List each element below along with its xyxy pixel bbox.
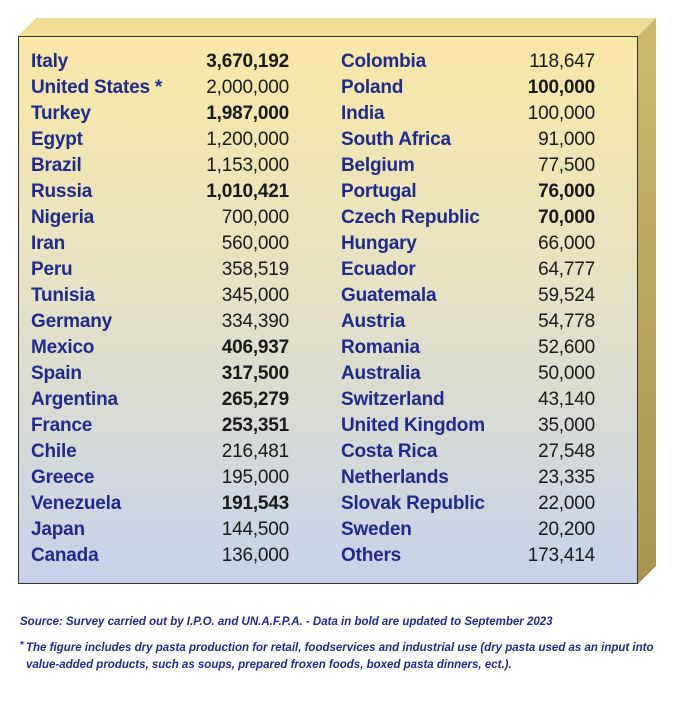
country-name: United Kingdom — [341, 415, 485, 436]
production-value: 20,200 — [538, 519, 595, 540]
country-name: United States * — [31, 77, 163, 98]
table-row — [31, 231, 289, 257]
country-name: Costa Rica — [341, 441, 438, 462]
production-value: 1,010,421 — [206, 181, 289, 202]
production-value: 118,647 — [529, 51, 595, 72]
table-row — [341, 543, 595, 569]
left-column — [31, 49, 289, 569]
production-value: 43,140 — [538, 389, 595, 410]
country-name: Nigeria — [31, 207, 95, 228]
country-name: Colombia — [341, 51, 426, 72]
production-value: 560,000 — [221, 233, 289, 254]
production-value: 191,543 — [221, 493, 289, 514]
table-row — [341, 361, 595, 387]
production-value: 64,777 — [538, 259, 595, 280]
production-value: 35,000 — [538, 415, 595, 436]
country-name: Mexico — [31, 337, 95, 358]
production-value: 144,500 — [221, 519, 289, 540]
table-row — [341, 49, 595, 75]
production-value: 100,000 — [527, 103, 595, 124]
table-row — [31, 361, 289, 387]
production-value: 700,000 — [221, 207, 289, 228]
footnote-text: The figure includes dry pasta production for retail, foodservices and industrial use (dry pasta used as an input into value-added products, such as soups, prepared froxen foods, boxed pasta dinners, ect.). — [26, 642, 654, 671]
production-value: 2,000,000 — [206, 77, 289, 98]
country-name: Sweden — [341, 519, 412, 540]
country-name: Others — [341, 545, 402, 566]
production-value: 406,937 — [221, 337, 289, 358]
country-name: Ecuador — [341, 259, 416, 280]
table-row — [341, 101, 595, 127]
country-name: Egypt — [31, 129, 83, 150]
box-right-bevel — [638, 18, 656, 584]
table-row — [341, 179, 595, 205]
production-value: 358,519 — [221, 259, 289, 280]
country-name: Brazil — [31, 155, 82, 176]
right-column — [341, 49, 595, 569]
country-name: Russia — [31, 181, 93, 202]
pasta-production-table-box — [18, 18, 656, 584]
table-row — [31, 257, 289, 283]
production-value: 59,524 — [538, 285, 595, 306]
table-row — [31, 127, 289, 153]
production-value: 334,390 — [221, 311, 289, 332]
country-name: Romania — [341, 337, 420, 358]
table-row — [31, 179, 289, 205]
country-name: Slovak Republic — [341, 493, 485, 514]
country-name: Chile — [31, 441, 77, 462]
production-value: 66,000 — [538, 233, 595, 254]
table-row — [31, 101, 289, 127]
table-row — [31, 387, 289, 413]
country-name: Turkey — [31, 103, 91, 124]
production-value: 195,000 — [221, 467, 289, 488]
table-row — [341, 517, 595, 543]
table-row — [341, 283, 595, 309]
table-row — [31, 49, 289, 75]
production-value: 265,279 — [221, 389, 289, 410]
production-value: 317,500 — [221, 363, 289, 384]
table-row — [341, 465, 595, 491]
table-panel — [18, 36, 638, 584]
production-value: 91,000 — [538, 129, 595, 150]
country-name: India — [341, 103, 385, 124]
production-value: 173,414 — [527, 545, 595, 566]
country-name: Guatemala — [341, 285, 437, 306]
table-row — [341, 231, 595, 257]
table-row — [31, 75, 289, 101]
production-value: 253,351 — [221, 415, 289, 436]
production-value: 3,670,192 — [206, 51, 289, 72]
table-row — [341, 205, 595, 231]
country-name: Germany — [31, 311, 112, 332]
production-value: 1,153,000 — [206, 155, 289, 176]
country-name: Greece — [31, 467, 95, 488]
country-name: Argentina — [31, 389, 118, 410]
country-name: Poland — [341, 77, 404, 98]
country-name: Australia — [341, 363, 421, 384]
table-row — [31, 205, 289, 231]
production-value: 1,200,000 — [206, 129, 289, 150]
country-name: Canada — [31, 545, 99, 566]
country-name: Iran — [31, 233, 66, 254]
production-value: 345,000 — [221, 285, 289, 306]
production-value: 100,000 — [527, 77, 595, 98]
production-value: 76,000 — [538, 181, 595, 202]
table-row — [31, 543, 289, 569]
production-value: 23,335 — [538, 467, 595, 488]
table-row — [31, 491, 289, 517]
country-name: Spain — [31, 363, 82, 384]
country-name: Peru — [31, 259, 73, 280]
table-row — [31, 335, 289, 361]
country-name: Italy — [31, 51, 69, 72]
box-top-bevel — [18, 18, 656, 36]
table-row — [341, 387, 595, 413]
production-value: 70,000 — [538, 207, 595, 228]
footnote-marker: * — [20, 640, 24, 651]
table-row — [341, 309, 595, 335]
table-row — [31, 283, 289, 309]
production-value: 136,000 — [221, 545, 289, 566]
country-name: Czech Republic — [341, 207, 480, 228]
production-value: 1,987,000 — [206, 103, 289, 124]
production-value: 52,600 — [538, 337, 595, 358]
table-row — [341, 491, 595, 517]
country-name: Hungary — [341, 233, 417, 254]
table-row — [31, 153, 289, 179]
country-name: Netherlands — [341, 467, 449, 488]
table-row — [31, 413, 289, 439]
country-name: Switzerland — [341, 389, 445, 410]
table-row — [341, 257, 595, 283]
country-name: Japan — [31, 519, 85, 540]
table-row — [341, 75, 595, 101]
production-value: 22,000 — [538, 493, 595, 514]
source-note: Source: Survey carried out by I.P.O. and UN.A.F.P.A. - Data in bold are updated to September 2023 — [20, 616, 553, 628]
table-row — [341, 413, 595, 439]
country-name: Portugal — [341, 181, 417, 202]
production-value: 27,548 — [538, 441, 595, 462]
footnote — [20, 640, 660, 674]
country-name: South Africa — [341, 129, 451, 150]
table-row — [341, 127, 595, 153]
table-row — [341, 335, 595, 361]
table-row — [31, 309, 289, 335]
country-name: France — [31, 415, 93, 436]
country-name: Austria — [341, 311, 406, 332]
table-row — [341, 439, 595, 465]
production-value: 50,000 — [538, 363, 595, 384]
table-row — [31, 439, 289, 465]
production-value: 54,778 — [538, 311, 595, 332]
table-row — [341, 153, 595, 179]
country-name: Belgium — [341, 155, 415, 176]
table-row — [31, 465, 289, 491]
country-name: Tunisia — [31, 285, 95, 306]
production-value: 216,481 — [221, 441, 289, 462]
production-value: 77,500 — [538, 155, 595, 176]
table-row — [31, 517, 289, 543]
country-name: Venezuela — [31, 493, 122, 514]
notes-section — [20, 616, 660, 674]
